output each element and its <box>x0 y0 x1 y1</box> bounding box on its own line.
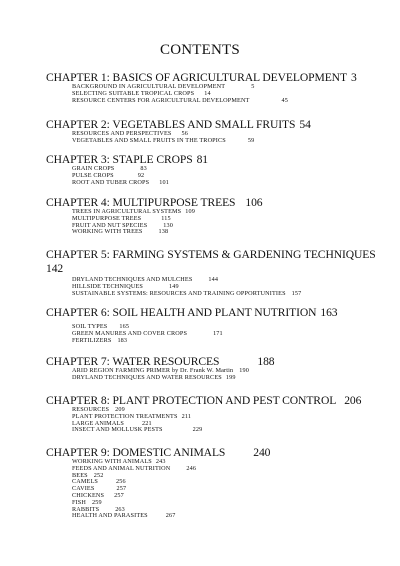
chapter-title: CHAPTER 5: FARMING SYSTEMS & GARDENING TECHNIQUES <box>46 248 376 261</box>
section-list <box>72 84 381 104</box>
section-title: BACKGROUND IN AGRICULTURAL DEVELOPMENT <box>72 83 226 90</box>
section-title: CAMELS <box>72 478 98 486</box>
section-page: 229 <box>192 426 203 434</box>
section-page: 109 <box>185 208 195 215</box>
section-list <box>72 459 381 520</box>
section-entry <box>72 229 381 236</box>
section-page: 256 <box>116 478 126 486</box>
section-page: 165 <box>119 323 130 330</box>
section-entry <box>72 291 381 298</box>
section-title: FISH <box>72 498 87 506</box>
chapter-4 <box>46 197 381 236</box>
section-page: 14 <box>204 89 211 97</box>
section-title: SOIL TYPES <box>72 323 108 330</box>
section-title: FERTILIZERS <box>72 336 112 344</box>
section-page: 157 <box>291 289 302 297</box>
section-list <box>72 166 381 186</box>
chapter-heading <box>46 248 381 276</box>
section-page: 5 <box>251 83 255 90</box>
section-title: MULTIPURPOSE TREES <box>72 214 142 222</box>
section-title: GREEN MANURES AND COVER CROPS <box>72 329 188 337</box>
chapter-1 <box>46 72 381 104</box>
section-entry <box>72 513 381 520</box>
section-page: 211 <box>181 412 192 420</box>
section-page: 130 <box>163 221 174 229</box>
chapter-page: 163 <box>320 306 338 319</box>
section-page: 199 <box>225 373 236 381</box>
section-page: 209 <box>115 406 125 413</box>
chapter-page: 142 <box>46 262 64 275</box>
chapter-title: CHAPTER 1: BASICS OF AGRICULTURAL DEVELOPMENT <box>46 71 347 84</box>
section-title: INSECT AND MOLLUSK PESTS <box>72 426 163 434</box>
section-title: CAVIES <box>72 485 95 493</box>
section-title: ARID REGION FARMING PRIMER by Dr. Frank W. Martin <box>72 367 234 374</box>
section-entry <box>72 180 381 187</box>
section-page: 257 <box>116 485 127 493</box>
chapter-8 <box>46 395 381 434</box>
chapter-page: 3 <box>350 71 357 84</box>
section-page: 144 <box>208 276 219 283</box>
section-entry <box>72 338 381 345</box>
section-list <box>72 324 381 344</box>
chapter-title: CHAPTER 4: MULTIPURPOSE TREES <box>46 196 236 209</box>
chapter-page: 206 <box>344 394 362 407</box>
section-title: RESOURCES <box>72 406 110 413</box>
chapter-title: CHAPTER 2: VEGETABLES AND SMALL FRUITS <box>46 118 296 131</box>
section-list <box>72 277 381 297</box>
section-title: LARGE ANIMALS <box>72 419 124 427</box>
chapter-7 <box>46 356 381 382</box>
page-title: CONTENTS <box>160 42 240 58</box>
chapter-title: CHAPTER 6: SOIL HEALTH AND PLANT NUTRITION <box>46 306 317 319</box>
chapter-title: CHAPTER 3: STAPLE CROPS <box>46 153 193 166</box>
section-title: DRYLAND TECHNIQUES AND WATER RESOURCES <box>72 373 222 381</box>
section-title: HILLSIDE TECHNIQUES <box>72 282 143 290</box>
section-page: 263 <box>115 505 125 513</box>
chapter-page: 81 <box>196 153 208 166</box>
section-title: WORKING WITH TREES <box>72 228 143 236</box>
chapter-page: 188 <box>257 355 275 368</box>
section-page: 115 <box>161 214 171 222</box>
section-title: SELECTING SUITABLE TROPICAL CROPS <box>72 89 195 97</box>
section-title: PLANT PROTECTION TREATMENTS <box>72 412 178 420</box>
section-title: WORKING WITH ANIMALS <box>72 458 152 465</box>
section-title: FRUIT AND NUT SPECIES <box>72 221 148 229</box>
chapter-title: CHAPTER 7: WATER RESOURCES <box>46 355 220 368</box>
section-entry <box>72 166 381 173</box>
section-page: 267 <box>165 512 176 520</box>
section-list <box>72 209 381 236</box>
chapter-page: 106 <box>245 196 263 209</box>
section-entry <box>72 493 381 500</box>
chapter-5 <box>46 248 381 297</box>
chapter-page: 240 <box>253 446 271 459</box>
section-page: 259 <box>92 498 102 506</box>
chapter-heading <box>46 307 381 319</box>
chapter-title: CHAPTER 9: DOMESTIC ANIMALS <box>46 446 226 459</box>
section-title: VEGETABLES AND SMALL FRUITS IN THE TROPICS <box>72 136 226 144</box>
section-entry <box>72 427 381 434</box>
section-title: FEEDS AND ANIMAL NUTRITION <box>72 464 171 472</box>
section-title: HEALTH AND PARASITES <box>72 512 148 520</box>
section-page: 246 <box>186 464 197 472</box>
section-title: BEES <box>72 471 88 479</box>
section-title: RESOURCES AND PERSPECTIVES <box>72 130 172 137</box>
section-title: GRAIN CROPS <box>72 165 115 172</box>
chapter-page: 54 <box>299 118 311 131</box>
section-page: 149 <box>168 282 179 290</box>
section-title: RESOURCE CENTERS FOR AGRICULTURAL DEVELOPMENT <box>72 96 250 104</box>
section-title: ROOT AND TUBER CROPS <box>72 178 150 186</box>
section-title: SUSTAINABLE SYSTEMS: RESOURCES AND TRAINING OPPORTUNITIES <box>72 289 286 297</box>
chapter-title: CHAPTER 8: PLANT PROTECTION AND PEST CONTROL <box>46 394 337 407</box>
section-entry <box>72 138 381 145</box>
section-title: TREES IN AGRICULTURAL SYSTEMS <box>72 208 182 215</box>
section-page: 252 <box>93 471 104 479</box>
chapter-6 <box>46 307 381 344</box>
chapter-9 <box>46 447 381 520</box>
section-page: 56 <box>181 130 188 137</box>
section-list <box>72 131 381 145</box>
section-page: 138 <box>158 228 169 236</box>
section-entry <box>72 375 381 382</box>
section-list <box>72 368 381 382</box>
chapter-2 <box>46 119 381 145</box>
chapter-3 <box>46 154 381 186</box>
section-list <box>72 407 381 434</box>
section-title: DRYLAND TECHNIQUES AND MULCHES <box>72 276 193 283</box>
section-page: 83 <box>140 165 147 172</box>
section-entry <box>72 98 381 105</box>
section-title: RABBITS <box>72 505 100 513</box>
section-title: CHICKENS <box>72 491 105 499</box>
section-page: 45 <box>281 96 288 104</box>
section-page: 59 <box>247 136 255 144</box>
section-page: 257 <box>114 491 124 499</box>
section-page: 183 <box>117 336 128 344</box>
section-page: 101 <box>159 178 169 186</box>
section-title: PULSE CROPS <box>72 171 114 179</box>
section-page: 171 <box>213 329 223 337</box>
section-entry <box>72 466 381 473</box>
section-page: 221 <box>141 419 152 427</box>
section-page: 92 <box>137 171 145 179</box>
section-page: 190 <box>239 367 249 374</box>
section-page: 243 <box>155 458 166 465</box>
